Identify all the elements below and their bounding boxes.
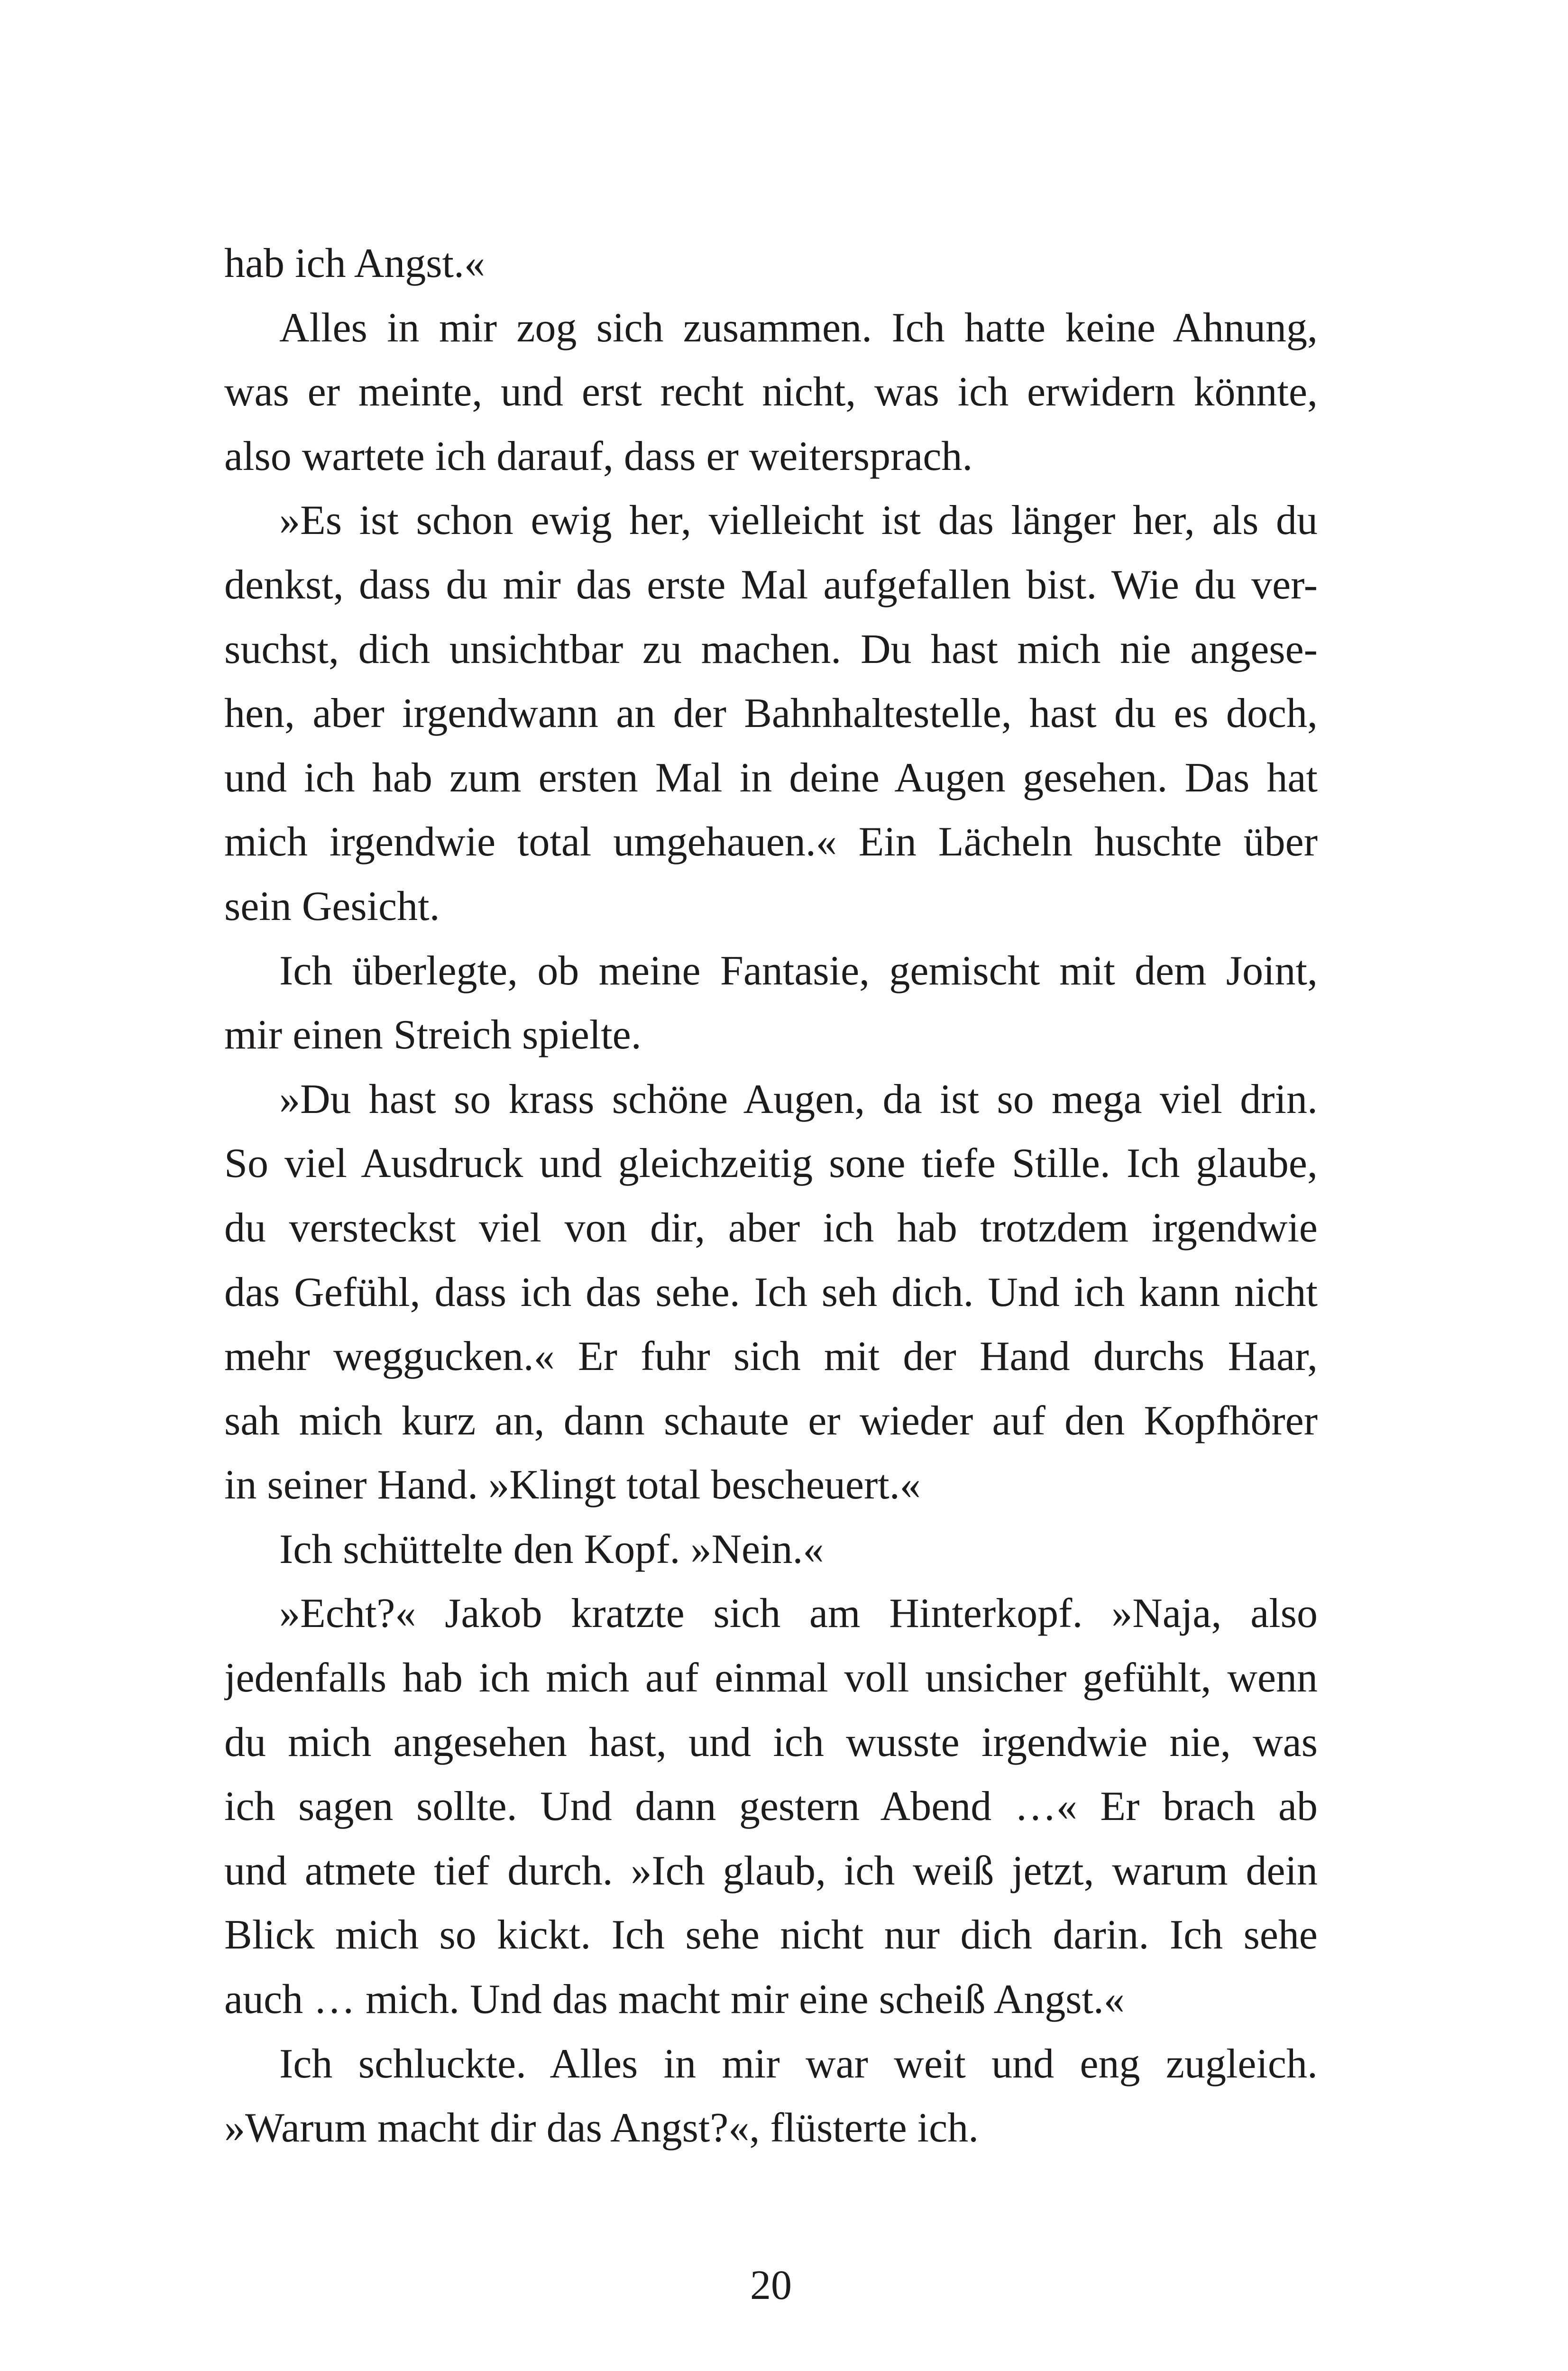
- text-line: das Gefühl, dass ich das sehe. Ich seh dich. Und ich kann nicht: [224, 1269, 1318, 1315]
- text-line: So viel Ausdruck und gleichzeitig sone tiefe Stille. Ich glaube,: [224, 1140, 1318, 1187]
- text-line: suchst, dich unsichtbar zu machen. Du hast mich nie angese-: [224, 626, 1318, 672]
- text-line: sah mich kurz an, dann schaute er wieder auf den Kopfhörer: [224, 1397, 1318, 1444]
- text-line: »Es ist schon ewig her, vielleicht ist das länger her, als du: [279, 497, 1318, 544]
- text-line: »Du hast so krass schöne Augen, da ist so mega viel drin.: [279, 1076, 1318, 1122]
- text-line: auch … mich. Und das macht mir eine scheiß Angst.«: [224, 1976, 1125, 2023]
- text-line: hen, aber irgendwann an der Bahnhaltestelle, hast du es doch,: [224, 690, 1318, 737]
- body-text: [224, 231, 1318, 2160]
- text-line: Ich schüttelte den Kopf. »Nein.«: [279, 1526, 824, 1572]
- text-line: »Echt?« Jakob kratzte sich am Hinterkopf. »Naja, also: [279, 1590, 1318, 1637]
- text-line: in seiner Hand. »Klingt total bescheuert.«: [224, 1462, 921, 1508]
- paragraph: [224, 488, 1318, 938]
- text-line: du versteckst viel von dir, aber ich hab trotzdem irgendwie: [224, 1204, 1318, 1251]
- text-line: sein Gesicht.: [224, 883, 440, 929]
- text-line: mich irgendwie total umgehauen.« Ein Lächeln huschte über: [224, 819, 1318, 865]
- text-line: was er meinte, und erst recht nicht, was ich erwidern könnte,: [224, 369, 1318, 415]
- text-line: Blick mich so kickt. Ich sehe nicht nur dich darin. Ich sehe: [224, 1912, 1318, 1958]
- text-line: denkst, dass du mir das erste Mal aufgefallen bist. Wie du ver-: [224, 561, 1318, 608]
- paragraph: [224, 296, 1318, 489]
- paragraph: [224, 939, 1318, 1067]
- text-line: Alles in mir zog sich zusammen. Ich hatte keine Ahnung,: [279, 304, 1318, 351]
- text-line: hab ich Angst.«: [224, 240, 485, 286]
- paragraph: [224, 1067, 1318, 1517]
- text-line: Ich schluckte. Alles in mir war weit und eng zugleich.: [279, 2040, 1318, 2087]
- paragraph: [224, 1517, 1318, 1582]
- text-line: jedenfalls hab ich mich auf einmal voll unsicher gefühlt, wenn: [224, 1655, 1318, 1701]
- text-line: mir einen Streich spielte.: [224, 1012, 642, 1058]
- text-line: und ich hab zum ersten Mal in deine Augen gesehen. Das hat: [224, 754, 1318, 801]
- text-line: »Warum macht dir das Angst?«, flüsterte ich.: [224, 2105, 979, 2151]
- paragraph: [224, 2032, 1318, 2160]
- text-line: und atmete tief durch. »Ich glaub, ich weiß jetzt, warum dein: [224, 1847, 1318, 1894]
- text-line: ich sagen sollte. Und dann gestern Abend …« Er brach ab: [224, 1783, 1318, 1830]
- text-line: du mich angesehen hast, und ich wusste irgendwie nie, was: [224, 1719, 1318, 1765]
- text-line: mehr weggucken.« Er fuhr sich mit der Hand durchs Haar,: [224, 1333, 1318, 1380]
- paragraph: [224, 231, 1318, 296]
- paragraph: [224, 1581, 1318, 2031]
- page-number: 20: [750, 2262, 792, 2308]
- text-line: Ich überlegte, ob meine Fantasie, gemischt mit dem Joint,: [279, 947, 1318, 994]
- text-line: also wartete ich darauf, dass er weitersprach.: [224, 433, 973, 479]
